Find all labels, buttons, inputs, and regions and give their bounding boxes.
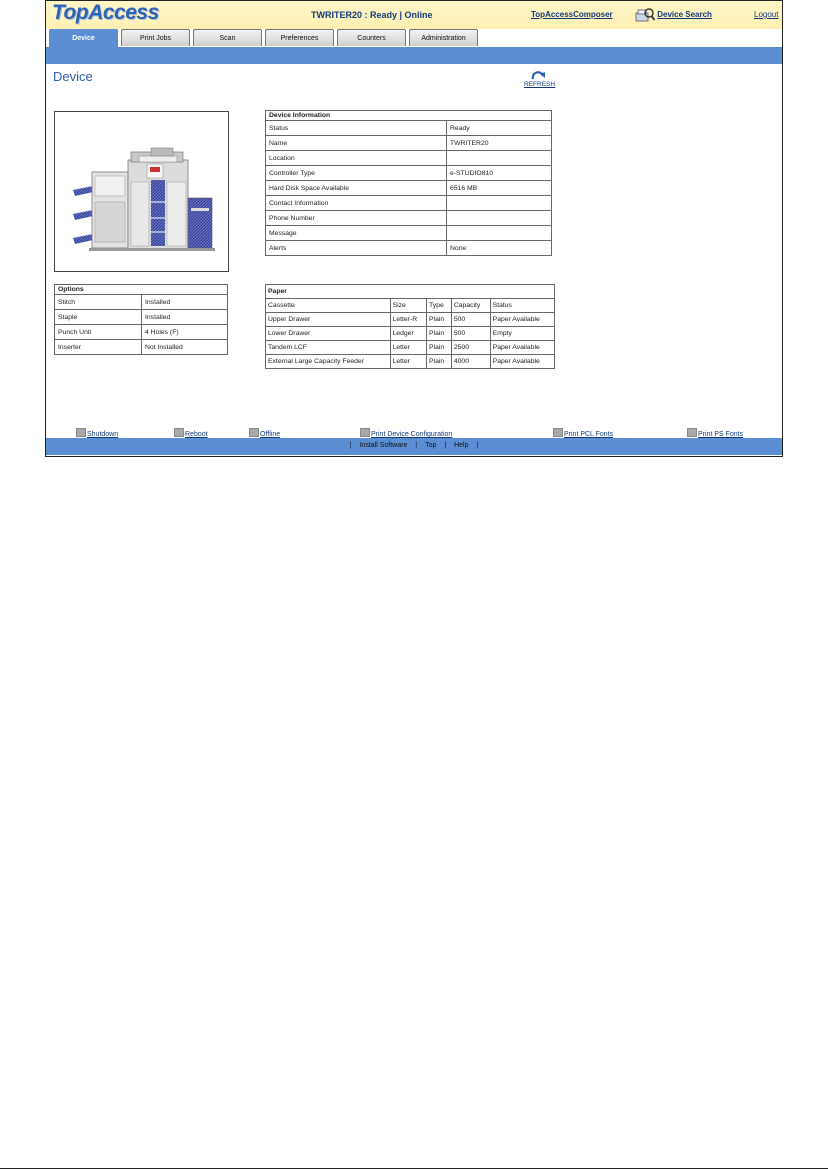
phone-number-label: Phone Number [266,211,447,226]
table-row [266,241,552,256]
table-row [55,340,228,355]
device-image [54,111,229,272]
message-label: Message [266,226,447,241]
inserter-label: Inserter [55,340,142,355]
tab-counters[interactable]: Counters [337,29,406,46]
column-header-cassette: Cassette [266,299,391,313]
device-search-label: Device Search [657,10,712,19]
page-bottom-rule [0,1168,828,1169]
main-tabs [49,29,481,47]
column-header-capacity: Capacity [451,299,490,313]
device-status-text: TWRITER20 : Ready | Online [311,10,433,20]
table-row [266,211,552,226]
staple-value: Installed [142,310,228,325]
tab-print-jobs[interactable]: Print Jobs [121,29,190,46]
print-device-configuration-label: Print Device Configuration [371,431,453,438]
print-ps-fonts-button[interactable] [687,428,743,438]
cassette-cell: Lower Drawer [266,327,391,341]
table-row [266,151,552,166]
print-device-configuration-icon [360,428,370,437]
device-actions-bar [46,428,782,438]
capacity-cell: 500 [451,313,490,327]
paper-header: Paper [266,285,555,299]
options-table [54,284,228,355]
status-label: Status [266,121,447,136]
table-row [266,121,552,136]
copier-machine-illustration [55,112,228,271]
footer-separator: | [415,442,418,449]
print-pcl-fonts-button[interactable] [553,428,613,438]
hard-disk-value: 6516 MB [447,181,552,196]
contact-information-label: Contact Information [266,196,447,211]
tab-device[interactable]: Device [49,29,118,48]
status-value: Ready [447,121,552,136]
help-link[interactable]: Help [454,442,469,449]
cassette-cell: Upper Drawer [266,313,391,327]
reboot-label: Reboot [185,431,208,438]
footer-separator: | [476,442,479,449]
print-pcl-fonts-icon [553,428,563,437]
offline-icon [249,428,259,437]
footer-separator: | [349,442,352,449]
device-information-table [265,110,552,256]
page-title: Device [53,69,93,84]
browser-frame [45,0,783,457]
controller-type-value: e-STUDIO810 [447,166,552,181]
table-row [266,226,552,241]
contact-information-value [447,196,552,211]
status-cell: Paper Available [490,341,554,355]
type-cell: Plain [427,313,452,327]
capacity-cell: 500 [451,327,490,341]
shutdown-label: Shutdown [87,431,119,438]
options-header: Options [55,285,228,295]
offline-label: Offline [260,431,281,438]
size-cell: Letter [390,355,426,369]
cassette-cell: External Large Capacity Feeder [266,355,391,369]
top-link[interactable]: Top [425,442,437,449]
status-cell: Empty [490,327,554,341]
tab-preferences[interactable]: Preferences [265,29,334,46]
status-cell: Paper Available [490,313,554,327]
hard-disk-label: Hard Disk Space Available [266,181,447,196]
device-search-link[interactable] [635,7,712,25]
table-row [266,196,552,211]
table-row [266,327,555,341]
reboot-icon [174,428,184,437]
table-row [266,181,552,196]
subnav-bar [46,47,782,64]
table-row [55,325,228,340]
reboot-button[interactable] [174,428,208,438]
table-row [266,355,555,369]
message-value [447,226,552,241]
offline-button[interactable] [249,428,280,438]
alerts-value: None [447,241,552,256]
device-search-icon [635,7,655,23]
capacity-cell: 2500 [451,341,490,355]
table-row [266,313,555,327]
stitch-value: Installed [142,295,228,310]
type-cell: Plain [427,327,452,341]
shutdown-icon [76,428,86,437]
topaccesscomposer-link[interactable]: TopAccessComposer [531,10,613,19]
install-software-link[interactable]: Install Software [359,442,408,449]
refresh-label: REFRESH [524,81,556,88]
name-label: Name [266,136,447,151]
table-row [266,341,555,355]
print-ps-fonts-label: Print PS Fonts [698,431,744,438]
table-row [55,310,228,325]
controller-type-label: Controller Type [266,166,447,181]
print-ps-fonts-icon [687,428,697,437]
column-header-size: Size [390,299,426,313]
size-cell: Letter-R [390,313,426,327]
cassette-cell: Tandem LCF [266,341,391,355]
location-value [447,151,552,166]
table-row [266,166,552,181]
tab-scan[interactable]: Scan [193,29,262,46]
status-cell: Paper Available [490,355,554,369]
column-header-type: Type [427,299,452,313]
header-bar [46,1,782,29]
punch-unit-value: 4 Holes (F) [142,325,228,340]
column-header-status: Status [490,299,554,313]
refresh-button[interactable] [520,69,560,91]
location-label: Location [266,151,447,166]
tab-administration[interactable]: Administration [409,29,478,46]
footer-bar [46,438,782,455]
device-information-header: Device Information [266,111,552,121]
capacity-cell: 4000 [451,355,490,369]
table-row [55,295,228,310]
footer-separator: | [444,442,447,449]
size-cell: Letter [390,341,426,355]
print-pcl-fonts-label: Print PCL Fonts [564,431,614,438]
topaccess-logo: TopAccess [52,1,159,24]
logout-link[interactable]: Logout [754,10,779,19]
stitch-label: Stitch [55,295,142,310]
staple-label: Staple [55,310,142,325]
alerts-label: Alerts [266,241,447,256]
size-cell: Ledger [390,327,426,341]
paper-table [265,284,555,369]
name-value: TWRITER20 [447,136,552,151]
type-cell: Plain [427,341,452,355]
shutdown-button[interactable] [76,428,118,438]
punch-unit-label: Punch Unit [55,325,142,340]
inserter-value: Not Installed [142,340,228,355]
phone-number-value [447,211,552,226]
table-row [266,136,552,151]
table-header-row [266,299,555,313]
type-cell: Plain [427,355,452,369]
print-device-configuration-button[interactable] [360,428,452,438]
